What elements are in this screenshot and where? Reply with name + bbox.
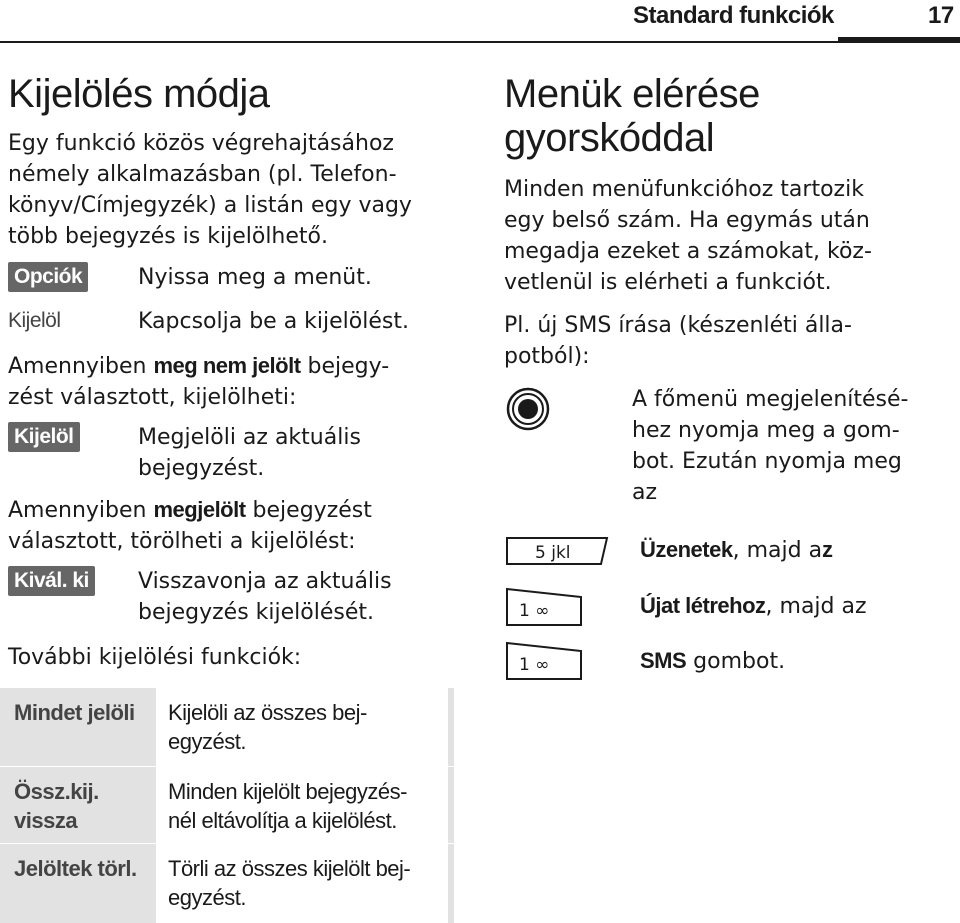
text: Össz.kij. [14,779,99,804]
text: bejegyzést [245,498,372,523]
text: Visszavonja az aktuális [138,569,392,594]
navigation-key-icon[interactable] [506,387,550,431]
text: egyzést. [168,885,246,910]
section-title-selection-mode: Kijelölés módja [8,72,270,116]
text: hez nyomja meg a gom- [632,418,900,443]
header-rule [0,41,960,43]
text: z [822,537,833,562]
text: Megjelöli az aktuális [138,425,361,450]
menu-name: SMS [640,648,687,673]
text: vetlenül is elérheti a funkciót. [504,270,832,295]
text: , majd a [732,538,823,563]
section-title-quick-access [504,72,760,160]
text: gombot. [686,649,786,674]
emphasis: meg nem jelölt [153,353,301,378]
options-desc: Nyissa meg a menüt. [138,265,372,290]
table-row [0,766,454,843]
text: bejegyzés kijelölését. [138,600,375,625]
text: zést választott, kijelölheti: [8,385,297,410]
step-new [640,590,867,622]
text: bot. Ezután nyomja meg [632,449,902,474]
text: választott, törölheti a kijelölést: [8,529,356,554]
running-header-section: Standard funkciók [633,2,834,29]
example-text [504,310,852,372]
intro-line: több bejegyzés is kijelölhető. [8,224,328,249]
key-1-icon[interactable] [505,640,583,682]
softkey-label: Opciók [8,262,88,292]
header-tab-bar [838,37,960,43]
deselect-softkey[interactable] [8,566,95,596]
text: Kijelöli az összes bej- [168,700,367,725]
text: potból): [504,344,590,369]
key-label: 5 jkl [535,543,571,563]
select-softkey-desc [138,422,361,484]
selected-paragraph [8,494,372,557]
intro-line: némely alkalmazásban (pl. Telefon- [8,162,397,187]
deselect-desc [138,566,392,628]
text: A főmenü megjelenítésé- [632,387,909,412]
function-name: Jelöltek törl. [0,844,152,923]
intro-line: könyv/Címjegyzék) a listán egy vagy [8,193,412,218]
step-main-menu [632,384,908,508]
text: Minden menüfunkcióhoz tartozik [504,177,864,202]
text: Minden kijelölt bejegyzés- [168,779,407,804]
unselected-paragraph [8,350,389,413]
step-sms [640,645,785,677]
text: bejegyzést. [138,456,265,481]
text: egy belső szám. Ha egymás után [504,208,870,233]
function-desc [152,844,454,923]
table-row [0,843,454,923]
select-softkey[interactable] [8,422,80,452]
title-line: Menük elérése [504,72,760,116]
options-softkey[interactable] [8,262,88,292]
key-label: 1 ∞ [519,601,550,621]
softkey-label: Kivál. ki [8,566,95,596]
select-desc: Kapcsolja be a kijelölést. [138,309,409,334]
selection-functions-table [0,687,454,923]
emphasis: megjelölt [153,497,246,522]
further-functions-label: További kijelölési funkciók: [8,645,302,670]
key-label: 1 ∞ [519,655,550,675]
intro-line: Egy funkció közös végrehajtásához [8,131,394,156]
key-5-icon[interactable] [505,535,609,567]
function-desc [152,767,454,843]
text: az [632,480,658,505]
text: Amennyiben [8,498,154,523]
text: bejegy- [300,354,390,379]
text: Törli az összes kijelölt bej- [168,856,411,881]
function-name: Mindet jelöli [0,688,152,766]
text: vissza [14,808,78,833]
text: Pl. új SMS írása (készenléti álla- [504,313,852,338]
menu-name: Üzenetek [640,537,733,562]
menu-name: Újat létrehoz [640,593,766,618]
softkey-label: Kijelöl [8,422,80,452]
select-key-plain: Kijelöl [8,309,61,332]
quick-access-intro [504,174,872,298]
step-messages [640,534,833,566]
text: megadja ezeket a számokat, köz- [504,239,872,264]
table-row [0,687,454,766]
function-desc [152,688,454,766]
key-1-icon[interactable] [505,586,583,628]
page-number: 17 [928,2,954,29]
text: egyzést. [168,729,246,754]
text: Amennyiben [8,354,154,379]
title-line: gyorskóddal [504,116,715,160]
selection-intro [8,128,412,252]
text: , majd az [765,594,867,619]
function-name [0,767,152,843]
text: nél eltávolítja a kijelölést. [168,808,397,833]
